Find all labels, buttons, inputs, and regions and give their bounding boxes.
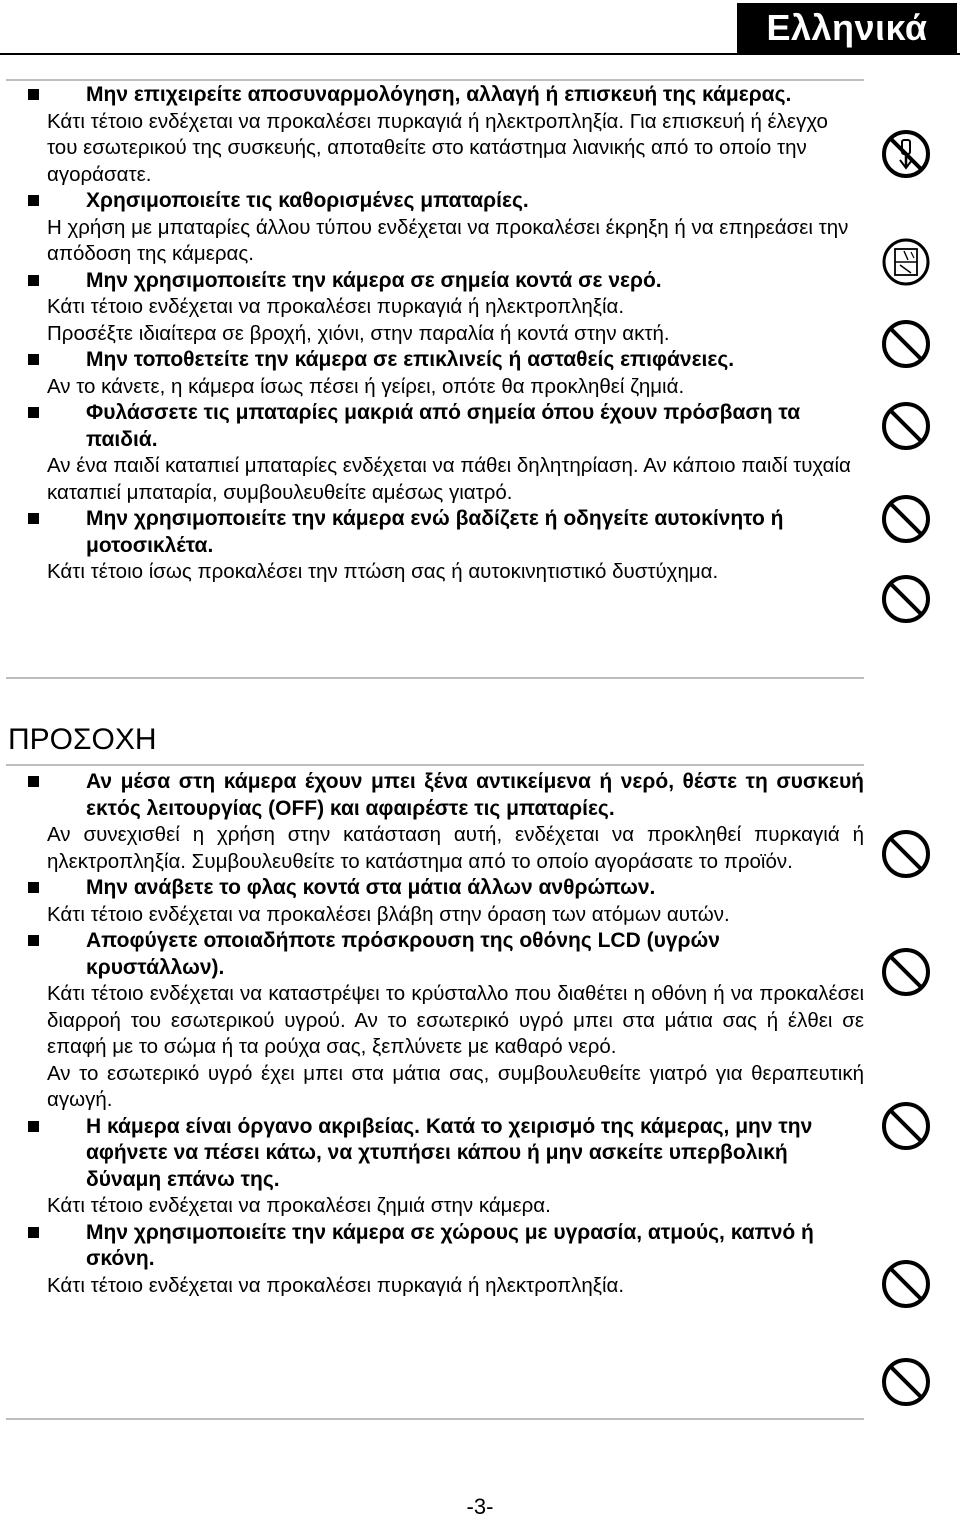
warning-item (6, 268, 864, 348)
language-tab: Ελληνικά (737, 3, 957, 53)
page-number: -3- (466, 1494, 494, 1519)
warnings-section (6, 82, 864, 586)
caution-item (6, 1220, 864, 1300)
warning-item (6, 506, 864, 586)
warning-body: Αν το κάνετε, η κάμερα ίσως πέσει ή γείρει, οπότε θα προκληθεί ζημιά. (47, 374, 685, 398)
prohibition-icon (880, 946, 932, 998)
warning-body: Η χρήση με μπαταρίες άλλου τύπου ενδέχεται να προκαλέσει έκρηξη ή να επηρεάσει την απόδοση της κάμερας. (47, 215, 849, 265)
warning-heading: Μην χρησιμοποιείτε την κάμερα σε σημεία κοντά σε νερό. (6, 268, 864, 295)
prohibition-icon (880, 1258, 932, 1310)
caution-item (6, 1114, 864, 1220)
caution-heading: Αν μέσα στη κάμερα έχουν μπει ξένα αντικείμενα ή νερό, θέστε τη συσκευή εκτός λειτουργίας (OFF) και αφαιρέστε τις μπαταρίες. (6, 769, 864, 822)
prohibition-icon (880, 1356, 932, 1408)
warning-body: Κάτι τέτοιο ίσως προκαλέσει την πτώση σας ή αυτοκινητιστικό δυστύχημα. (47, 560, 719, 583)
bullet-icon (28, 776, 39, 787)
caution-item (6, 875, 864, 928)
bullet-icon (28, 1121, 39, 1132)
warning-item (6, 400, 864, 506)
prohibition-icon (880, 573, 932, 625)
battery-warning-icon (880, 236, 932, 288)
prohibition-icon (880, 828, 932, 880)
bullet-icon (28, 354, 39, 365)
bullet-icon (28, 195, 39, 206)
caution-heading: Μην χρησιμοποιείτε την κάμερα σε χώρους με υγρασία, ατμούς, καπνό ή σκόνη. (6, 1220, 864, 1273)
caution-top-rule (6, 764, 864, 766)
bullet-icon (28, 407, 39, 418)
warning-heading: Μην τοποθετείτε την κάμερα σε επικλινείς ή ασταθείς επιφάνειες. (6, 347, 864, 374)
prohibition-icon (880, 400, 932, 452)
caution-body: Κάτι τέτοιο ενδέχεται να προκαλέσει βλάβη στην όραση των ατόμων αυτών. (47, 902, 730, 926)
warnings-top-rule (6, 79, 864, 81)
warning-item (6, 188, 864, 268)
caution-body: Κάτι τέτοιο ενδέχεται να προκαλέσει πυρκαγιά ή ηλεκτροπληξία. (47, 1273, 625, 1297)
bullet-icon (28, 935, 39, 946)
caution-item (6, 928, 864, 1114)
bullet-icon (28, 1227, 39, 1238)
caution-body: Αν συνεχισθεί η χρήση στην κατάσταση αυτή, ενδέχεται να προκληθεί πυρκαγιά ή ηλεκτροπληξία. Συμβουλευθείτε το κατάστημα από το οποίο αγοράσατε το προϊόν. (47, 823, 864, 873)
caution-body: Κάτι τέτοιο ενδέχεται να καταστρέψει το κρύσταλλο που διαθέτει η οθόνη ή να προκαλέσει διαρροή του εσωτερικού υγρού. Αν το εσωτερικό υγρό μπει στα μάτια σας ή έλθει σε επαφή με το σώμα ή τα ρούχα σας, ξεπλύνετε με καθαρό νερό. Αν το εσωτερικό υγρό έχει μπει στα μάτια σας, συμβουλευθείτε γιατρό για θεραπευτική αγωγή. (47, 982, 864, 1111)
prohibition-icon (880, 1100, 932, 1152)
caution-item (6, 769, 864, 875)
bullet-icon (28, 882, 39, 893)
caution-section (6, 769, 864, 1299)
bullet-icon (28, 89, 39, 100)
caution-heading: Μην ανάβετε το φλας κοντά στα μάτια άλλων ανθρώπων. (6, 875, 864, 902)
bullet-icon (28, 513, 39, 524)
caution-heading: Αποφύγετε οποιαδήποτε πρόσκρουση της οθόνης LCD (υγρών κρυστάλλων). (6, 928, 864, 981)
warning-body: Αν ένα παιδί καταπιεί μπαταρίες ενδέχεται να πάθει δηλητηρίαση. Αν κάποιο παιδί τυχαία καταπιεί μπαταρία, συμβουλευθείτε αμέσως γιατρό. (47, 454, 851, 504)
warning-heading: Μην επιχειρείτε αποσυναρμολόγηση, αλλαγή ή επισκευή της κάμερας. (6, 82, 864, 109)
no-disassembly-icon (880, 128, 932, 180)
caution-heading: Η κάμερα είναι όργανο ακριβείας. Κατά το χειρισμό της κάμερας, μην την αφήνετε να πέσει κάτω, να χτυπήσει κάπου ή μην ασκείτε υπερβολική δύναμη επάνω της. (6, 1114, 864, 1194)
caution-bottom-rule (6, 1418, 864, 1420)
warning-body: Κάτι τέτοιο ενδέχεται να προκαλέσει πυρκαγιά ή ηλεκτροπληξία. Για επισκευή ή έλεγχο του εσωτερικού της συσκευής, αποταθείτε στο κατάστημα λιανικής από το οποίο την αγοράσατε. (47, 109, 828, 186)
warning-body: Κάτι τέτοιο ενδέχεται να προκαλέσει πυρκαγιά ή ηλεκτροπληξία. Προσέξτε ιδιαίτερα σε βροχή, χιόνι, στην παραλία ή κοντά στην ακτή. (47, 295, 670, 345)
prohibition-icon (880, 493, 932, 545)
warning-heading: Χρησιμοποιείτε τις καθορισμένες μπαταρίες. (6, 188, 864, 215)
caution-body: Κάτι τέτοιο ενδέχεται να προκαλέσει ζημιά στην κάμερα. (47, 1194, 551, 1217)
caution-title: ΠΡΟΣΟΧΗ (8, 723, 157, 756)
warning-heading: Φυλάσσετε τις μπαταρίες μακριά από σημεία όπου έχουν πρόσβαση τα παιδιά. (6, 400, 864, 453)
warning-item (6, 347, 864, 400)
warning-heading: Μην χρησιμοποιείτε την κάμερα ενώ βαδίζετε ή οδηγείτε αυτοκίνητο ή μοτοσικλέτα. (6, 506, 864, 559)
warnings-bottom-rule (6, 677, 864, 679)
header-rule (0, 53, 960, 55)
bullet-icon (28, 275, 39, 286)
warning-item (6, 82, 864, 188)
prohibition-icon (880, 318, 932, 370)
